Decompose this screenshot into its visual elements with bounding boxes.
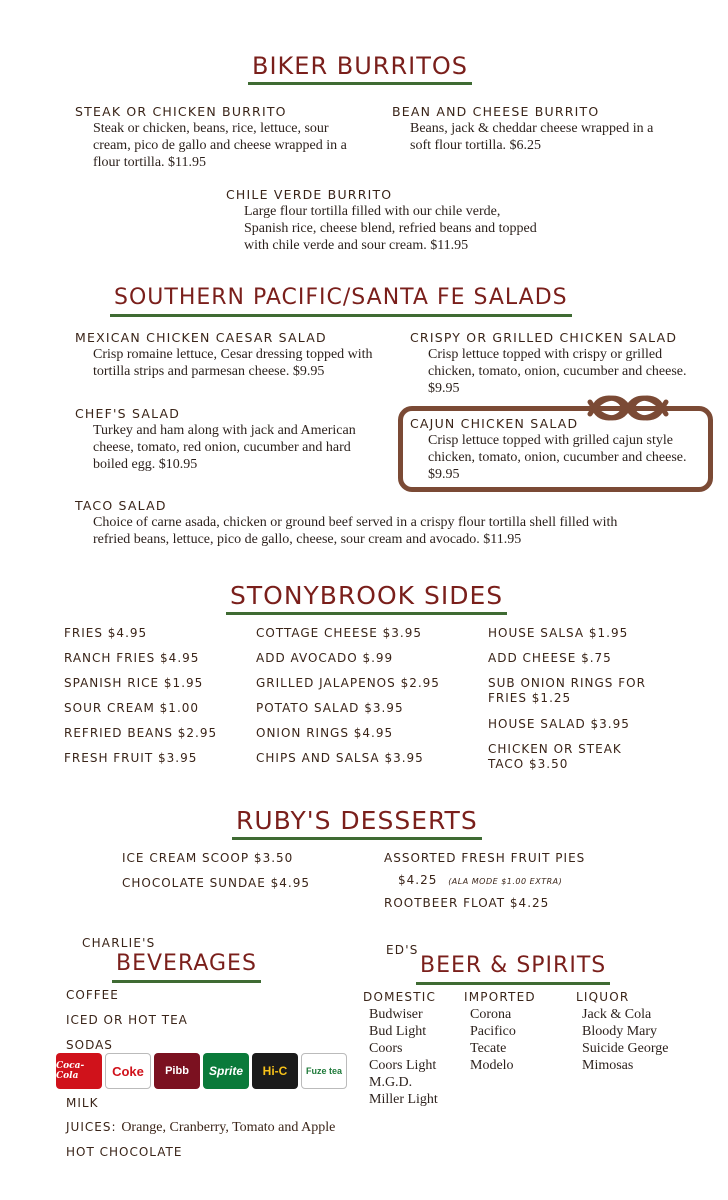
- juices-label: JUICES:: [66, 1120, 117, 1134]
- fuze-tea-logo: [301, 1053, 347, 1089]
- menu-item: [75, 103, 355, 171]
- drink-item: Pacifico: [470, 1024, 516, 1039]
- menu-item: [226, 186, 546, 254]
- logo-label: Sprite: [208, 1064, 243, 1078]
- dessert-item: ICE CREAM SCOOP $3.50: [122, 851, 294, 865]
- drink-item: Bud Light: [369, 1024, 427, 1039]
- item-desc: Beans, jack & cheddar cheese wrapped in a soft flour tortilla. $6.25: [410, 121, 654, 153]
- logo-label: Coca-Cola: [56, 1061, 85, 1081]
- beverages-prefix: CHARLIE'S: [82, 936, 156, 950]
- beverages-heading: [116, 949, 257, 979]
- pies-note: (ALA MODE $1.00 EXTRA): [448, 877, 563, 886]
- item-name: CHILE VERDE BURRITO: [226, 187, 393, 202]
- sides-heading: [230, 581, 503, 611]
- menu-item: [392, 103, 672, 154]
- side-item: GRILLED JALAPENOS $2.95: [256, 676, 440, 690]
- drink-item: Budwiser: [369, 1007, 423, 1022]
- liquor-label: LIQUOR: [576, 990, 630, 1004]
- side-item: SUB ONION RINGS FOR FRIES $1.25: [488, 676, 646, 705]
- side-item: ADD CHEESE $.75: [488, 651, 612, 665]
- side-item: SOUR CREAM $1.00: [64, 701, 200, 715]
- side-item: CHIPS AND SALSA $3.95: [256, 751, 424, 765]
- item-name: CHEF'S SALAD: [75, 406, 181, 421]
- drink-item: Corona: [470, 1007, 512, 1022]
- pibb-logo: [154, 1053, 200, 1089]
- beverages-title: BEVERAGES: [116, 951, 257, 976]
- logo-label: Pibb: [165, 1065, 189, 1077]
- pies-price-row: [384, 871, 585, 891]
- side-item: CHICKEN OR STEAK TACO $3.50: [488, 742, 622, 771]
- sides-column-2: [256, 621, 440, 771]
- desserts-title: RUBY'S DESSERTS: [236, 806, 478, 835]
- pies-price: $4.25: [398, 873, 438, 887]
- side-item: RANCH FRIES $4.95: [64, 651, 200, 665]
- desserts-right: [384, 846, 585, 916]
- side-item: REFRIED BEANS $2.95: [64, 726, 218, 740]
- beverage-coffee: COFFEE: [66, 988, 119, 1002]
- beer-prefix: ED'S: [386, 943, 419, 957]
- drink-item: Bloody Mary: [582, 1024, 658, 1039]
- drink-item: Coors Light: [369, 1058, 437, 1073]
- side-item: COTTAGE CHEESE $3.95: [256, 626, 422, 640]
- dessert-item-pies: ASSORTED FRESH FRUIT PIES: [384, 851, 586, 865]
- sprite-logo: [203, 1053, 249, 1089]
- imported-label: IMPORTED: [464, 990, 536, 1004]
- drink-item: Suicide George: [582, 1041, 669, 1056]
- domestic-label: DOMESTIC: [363, 990, 437, 1004]
- side-item: HOUSE SALSA $1.95: [488, 626, 629, 640]
- item-desc: Turkey and ham along with jack and American cheese, tomato, red onion, cucumber and hard boiled egg. $10.95: [93, 423, 356, 472]
- burritos-title: BIKER BURRITOS: [252, 52, 468, 80]
- item-desc: Crisp lettuce topped with grilled cajun style chicken, tomato, onion, cucumber and cheese. $9.95: [428, 433, 687, 482]
- liquor-column: [576, 989, 668, 1074]
- item-name: CRISPY OR GRILLED CHICKEN SALAD: [410, 330, 678, 345]
- menu-item: [410, 329, 710, 397]
- salads-heading: [114, 283, 568, 313]
- beverage-tea: ICED OR HOT TEA: [66, 1013, 188, 1027]
- hi-c-logo: [252, 1053, 298, 1089]
- item-name: CAJUN CHICKEN SALAD: [410, 416, 579, 431]
- item-desc: Crisp lettuce topped with crispy or grilled chicken, tomato, onion, cucumber and cheese. $9.95: [428, 347, 687, 396]
- beer-heading: [420, 951, 606, 981]
- imported-column: [464, 989, 536, 1074]
- beverage-juices: [66, 1115, 335, 1140]
- item-desc: Large flour tortilla filled with our chile verde, Spanish rice, cheese blend, refried beans and topped with chile verde and sour cream. $11.95: [244, 204, 537, 253]
- menu-item: [410, 415, 710, 483]
- item-name: STEAK OR CHICKEN BURRITO: [75, 104, 287, 119]
- drink-item: Jack & Cola: [582, 1007, 652, 1022]
- dessert-item: CHOCOLATE SUNDAE $4.95: [122, 876, 311, 890]
- item-desc: Crisp romaine lettuce, Cesar dressing topped with tortilla strips and parmesan cheese. $9.95: [93, 347, 373, 379]
- desserts-heading: [236, 806, 478, 836]
- salads-title: SOUTHERN PACIFIC/SANTA FE SALADS: [114, 285, 568, 310]
- item-desc: Steak or chicken, beans, rice, lettuce, sour cream, pico de gallo and cheese wrapped in a flour tortilla. $11.95: [93, 121, 347, 170]
- sides-title: STONYBROOK SIDES: [230, 581, 504, 610]
- logo-label: Coke: [112, 1063, 144, 1079]
- drink-item: Mimosas: [582, 1058, 634, 1073]
- logo-label: Hi-C: [262, 1064, 288, 1078]
- side-item: ADD AVOCADO $.99: [256, 651, 394, 665]
- drink-item: Coors: [369, 1041, 403, 1056]
- desserts-left: [122, 846, 310, 896]
- beverage-sodas: SODAS: [66, 1038, 113, 1052]
- menu-item: [75, 329, 375, 380]
- juices-list: Orange, Cranberry, Tomato and Apple: [121, 1120, 336, 1135]
- drink-item: M.G.D.: [369, 1075, 413, 1090]
- beverage-milk: MILK: [66, 1096, 99, 1110]
- item-name: MEXICAN CHICKEN CAESAR SALAD: [75, 330, 327, 345]
- beverage-hot-chocolate: HOT CHOCOLATE: [66, 1145, 183, 1159]
- drink-item: Modelo: [470, 1058, 514, 1073]
- menu-item: [75, 497, 635, 548]
- side-item: FRESH FRUIT $3.95: [64, 751, 198, 765]
- drink-item: Tecate: [470, 1041, 507, 1056]
- item-name: TACO SALAD: [75, 498, 167, 513]
- item-desc: Choice of carne asada, chicken or ground beef served in a crispy flour tortilla shell filled with refried beans, lettuce, pico de gallo, cheese, sour cream and avocado. $11.95: [93, 515, 618, 547]
- coca-cola-logo: [56, 1053, 102, 1089]
- side-item: FRIES $4.95: [64, 626, 148, 640]
- side-item: SPANISH RICE $1.95: [64, 676, 204, 690]
- drink-item: Miller Light: [369, 1092, 438, 1107]
- domestic-column: [363, 989, 438, 1108]
- sides-column-1: [64, 621, 217, 771]
- burritos-heading: [252, 51, 468, 81]
- side-item: ONION RINGS $4.95: [256, 726, 394, 740]
- side-item: POTATO SALAD $3.95: [256, 701, 404, 715]
- item-name: BEAN AND CHEESE BURRITO: [392, 104, 600, 119]
- dessert-item-float: ROOTBEER FLOAT $4.25: [384, 896, 550, 910]
- side-item: HOUSE SALAD $3.95: [488, 717, 630, 731]
- menu-item: [75, 405, 375, 473]
- beer-title: BEER & SPIRITS: [420, 953, 607, 978]
- sides-column-3: [488, 621, 668, 772]
- coke-logo: [105, 1053, 151, 1089]
- logo-label: Fuze tea: [305, 1066, 342, 1076]
